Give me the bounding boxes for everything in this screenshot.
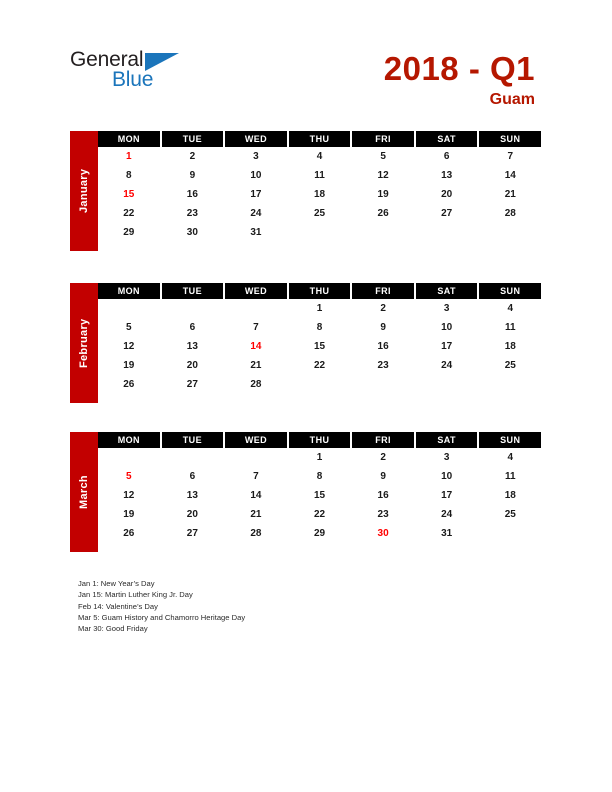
day-header-thu: THU [289,131,351,147]
day-cell-empty [479,524,541,543]
day-cell-march-27[interactable]: 27 [186,528,198,539]
week-row [98,505,541,524]
day-cell-march-19[interactable]: 19 [123,509,135,520]
page-subtitle: Guam [489,91,535,108]
day-cell-march-7[interactable]: 7 [253,471,259,482]
day-cell-march-14[interactable]: 14 [250,490,262,501]
day-cell-march-15[interactable]: 15 [313,490,326,501]
day-cell-january-10[interactable]: 10 [250,170,262,181]
week-row [98,318,541,337]
day-cell-february-1[interactable]: 1 [316,303,323,314]
month-block-january [70,131,541,251]
day-header-fri: FRI [352,131,414,147]
day-cell-january-7[interactable]: 7 [507,151,514,162]
day-cell-january-12[interactable]: 12 [377,170,389,181]
month-grid [98,131,541,242]
day-cell-march-16[interactable]: 16 [377,490,389,501]
week-row [98,448,541,467]
day-cell-january-26[interactable]: 26 [377,208,389,219]
day-cell-february-21[interactable]: 21 [250,360,262,371]
day-cell-january-1[interactable]: 1 [126,151,132,162]
day-cell-february-9[interactable]: 9 [380,322,386,333]
month-grid [98,432,541,543]
day-cell-february-25[interactable]: 25 [504,360,516,371]
day-cell-empty [98,299,160,318]
week-row [98,524,541,543]
day-cell-february-19[interactable]: 19 [123,360,135,371]
day-cell-march-18[interactable]: 18 [504,490,516,501]
day-cell-january-25[interactable]: 25 [313,208,326,219]
day-header-sun: SUN [479,432,541,448]
day-cell-march-5[interactable]: 5 [126,471,132,482]
day-cell-january-27[interactable]: 27 [441,208,453,219]
week-row [98,185,541,204]
day-cell-empty [225,299,287,318]
week-row [98,486,541,505]
day-cell-february-16[interactable]: 16 [377,341,389,352]
day-header-wed: WED [225,432,287,448]
day-cell-empty [289,375,351,394]
day-cell-march-29[interactable]: 29 [313,528,326,539]
day-cell-january-29[interactable]: 29 [123,227,135,238]
day-header-sat: SAT [416,131,478,147]
legend-item: Feb 14: Valentine’s Day [78,601,158,611]
day-cell-february-17[interactable]: 17 [441,341,453,352]
day-header-tue: TUE [162,432,224,448]
month-name-label: January [78,168,90,214]
day-cell-february-26[interactable]: 26 [123,379,135,390]
day-cell-march-9[interactable]: 9 [380,471,386,482]
day-cell-january-15[interactable]: 15 [123,189,135,200]
day-cell-january-3[interactable]: 3 [253,151,259,162]
day-of-week-header-row [98,131,541,147]
day-cell-march-13[interactable]: 13 [186,490,198,501]
month-tab-february [70,283,98,403]
day-header-mon: MON [98,131,160,147]
month-block-march [70,432,541,552]
day-cell-february-24[interactable]: 24 [441,360,453,371]
week-row [98,467,541,486]
day-cell-february-12[interactable]: 12 [123,341,135,352]
day-cell-empty [479,223,541,242]
day-cell-march-4[interactable]: 4 [507,452,514,463]
day-cell-february-6[interactable]: 6 [189,322,196,333]
day-cell-empty [162,448,224,467]
day-header-tue: TUE [162,131,224,147]
day-cell-january-22[interactable]: 22 [123,208,135,219]
day-header-sun: SUN [479,131,541,147]
month-block-february [70,283,541,403]
day-header-mon: MON [98,283,160,299]
day-cell-march-2[interactable]: 2 [380,452,386,463]
day-cell-february-14[interactable]: 14 [250,341,262,352]
day-cell-february-15[interactable]: 15 [313,341,326,352]
day-cell-march-11[interactable]: 11 [504,471,516,482]
day-cell-january-24[interactable]: 24 [250,208,262,219]
day-cell-january-14[interactable]: 14 [504,170,516,181]
day-cell-february-27[interactable]: 27 [186,379,198,390]
day-cell-january-19[interactable]: 19 [377,189,389,200]
day-cell-january-21[interactable]: 21 [504,189,516,200]
day-cell-march-31[interactable]: 31 [441,528,453,539]
legend-item: Jan 15: Martin Luther King Jr. Day [78,590,193,600]
day-cell-february-13[interactable]: 13 [186,341,198,352]
day-cell-february-20[interactable]: 20 [186,360,198,371]
logo-text-general: General [70,48,144,71]
day-cell-february-22[interactable]: 22 [313,360,326,371]
day-header-thu: THU [289,432,351,448]
day-cell-january-13[interactable]: 13 [441,170,453,181]
holiday-legend [78,578,548,634]
day-cell-january-11[interactable]: 11 [314,170,325,181]
general-blue-logo [70,48,270,100]
day-cell-february-7[interactable]: 7 [253,322,259,333]
day-cell-march-30[interactable]: 30 [377,528,389,539]
day-cell-march-25[interactable]: 25 [504,509,516,520]
day-header-thu: THU [289,283,351,299]
page-header [0,0,612,128]
day-cell-january-8[interactable]: 8 [126,170,132,181]
day-cell-march-28[interactable]: 28 [250,528,262,539]
day-of-week-header-row [98,432,541,448]
day-cell-february-8[interactable]: 8 [316,322,323,333]
day-cell-january-5[interactable]: 5 [380,151,386,162]
legend-item: Jan 1: New Year’s Day [78,579,155,588]
day-cell-empty [98,448,160,467]
month-name-label: February [78,318,90,368]
day-cell-march-6[interactable]: 6 [189,471,196,482]
day-cell-february-11[interactable]: 11 [504,322,516,333]
day-cell-march-24[interactable]: 24 [441,509,453,520]
week-row [98,299,541,318]
day-cell-january-16[interactable]: 16 [186,189,198,200]
day-cell-empty [352,223,414,242]
day-cell-march-23[interactable]: 23 [377,509,389,520]
month-grid [98,283,541,394]
day-cell-january-9[interactable]: 9 [189,170,196,181]
day-cell-january-17[interactable]: 17 [250,189,262,200]
day-header-fri: FRI [352,283,414,299]
day-cell-empty [289,223,351,242]
day-cell-march-8[interactable]: 8 [316,471,323,482]
day-cell-empty [352,375,414,394]
day-cell-february-3[interactable]: 3 [443,303,450,314]
week-row [98,375,541,394]
day-cell-empty [416,375,478,394]
day-of-week-header-row [98,283,541,299]
day-header-fri: FRI [352,432,414,448]
day-cell-january-28[interactable]: 28 [504,208,516,219]
logo-text-blue: Blue [112,68,154,91]
day-cell-march-22[interactable]: 22 [313,509,326,520]
week-row [98,204,541,223]
day-cell-february-4[interactable]: 4 [507,303,514,314]
day-cell-january-18[interactable]: 18 [313,189,326,200]
week-row [98,337,541,356]
day-cell-march-12[interactable]: 12 [123,490,135,501]
day-cell-february-5[interactable]: 5 [126,322,132,333]
day-cell-empty [479,375,541,394]
day-cell-february-2[interactable]: 2 [380,303,386,314]
day-cell-empty [225,448,287,467]
day-header-mon: MON [98,432,160,448]
day-cell-february-28[interactable]: 28 [250,379,262,390]
month-tab-january [70,131,98,251]
day-cell-february-23[interactable]: 23 [377,360,389,371]
day-cell-january-30[interactable]: 30 [186,227,198,238]
legend-item: Mar 30: Good Friday [78,624,148,634]
day-cell-march-1[interactable]: 1 [316,452,323,463]
day-cell-march-3[interactable]: 3 [443,452,450,463]
day-header-sat: SAT [416,283,478,299]
month-tab-march [70,432,98,552]
day-header-sun: SUN [479,283,541,299]
day-cell-january-4[interactable]: 4 [316,151,323,162]
day-cell-january-2[interactable]: 2 [189,151,196,162]
week-row [98,223,541,242]
legend-item: Mar 5: Guam History and Chamorro Heritage Day [78,612,246,622]
day-cell-march-10[interactable]: 10 [441,471,453,482]
day-cell-january-6[interactable]: 6 [443,151,450,162]
day-cell-march-20[interactable]: 20 [186,509,198,520]
day-header-tue: TUE [162,283,224,299]
day-cell-february-10[interactable]: 10 [441,322,453,333]
page-title: 2018 - Q1 [383,50,535,87]
day-cell-empty [162,299,224,318]
title-block [384,50,535,110]
day-cell-february-18[interactable]: 18 [504,341,516,352]
day-cell-empty [416,223,478,242]
day-cell-march-26[interactable]: 26 [123,528,135,539]
week-row [98,356,541,375]
week-row [98,147,541,166]
month-name-label: March [78,475,90,509]
day-cell-january-31[interactable]: 31 [250,227,262,238]
day-header-wed: WED [225,283,287,299]
day-cell-march-17[interactable]: 17 [441,490,453,501]
day-header-sat: SAT [416,432,478,448]
day-header-wed: WED [225,131,287,147]
day-cell-january-20[interactable]: 20 [441,189,453,200]
day-cell-march-21[interactable]: 21 [250,509,262,520]
week-row [98,166,541,185]
day-cell-january-23[interactable]: 23 [186,208,198,219]
